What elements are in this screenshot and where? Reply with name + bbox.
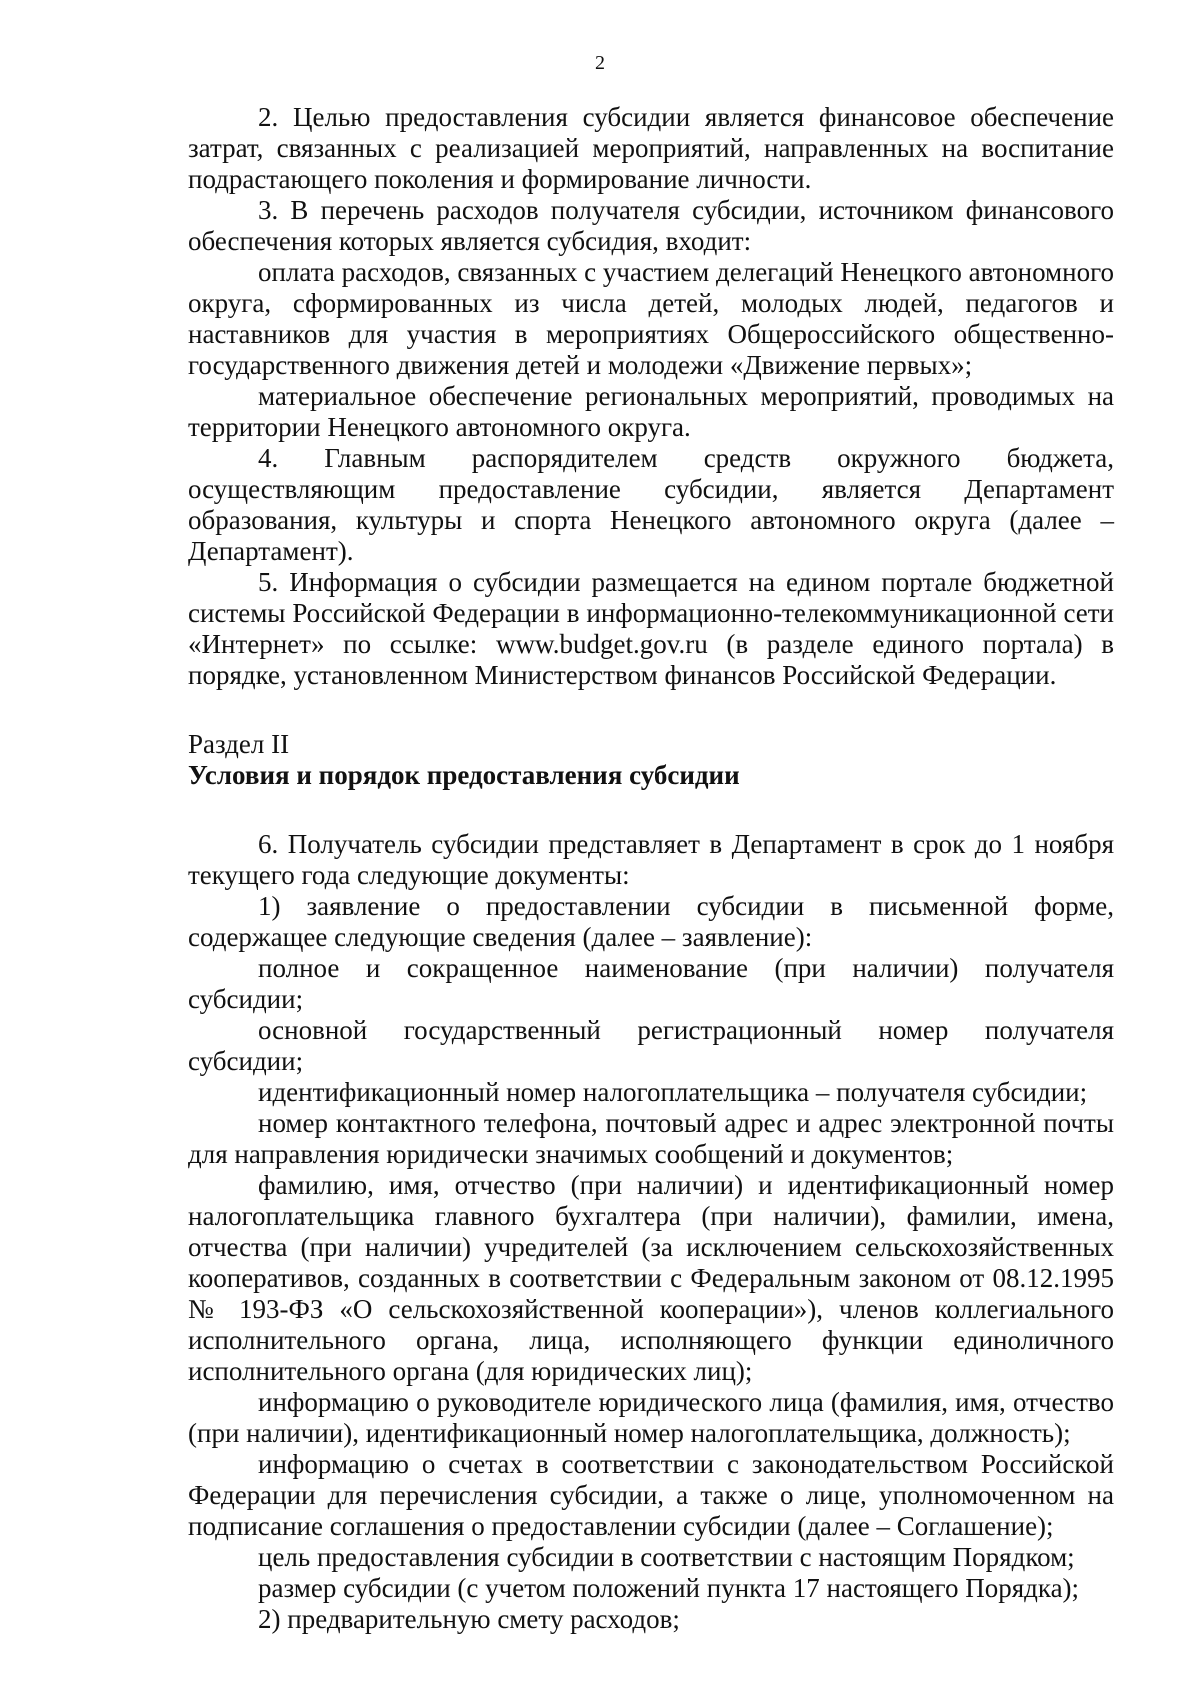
paragraph-accounts-info: информацию о счетах в соответствии с законодательством Российской Федерации для перечисления субсидии, а также о лице, уполномоченном на подписание соглашения о предоставлении субсидии (далее – Соглашение); — [188, 1449, 1114, 1541]
paragraph-item-4: 4. Главным распорядителем средств окружного бюджета, осуществляющим предоставление субсидии, является Департамент образования, культуры и спорта Ненецкого автономного округа (далее – Департамент). — [188, 443, 1114, 566]
paragraph-inn: идентификационный номер налогоплательщика – получателя субсидии; — [258, 1077, 1088, 1107]
paragraph-ogrn: основной государственный регистрационный номер получателя субсидии; — [188, 1015, 1114, 1076]
paragraph-expense-delegations: оплата расходов, связанных с участием делегаций Ненецкого автономного округа, сформированных из числа детей, молодых людей, педагогов и наставников для участия в мероприятиях Общероссийского общественно-государственного движения детей и молодежи «Движение первых»; — [188, 257, 1114, 380]
section-title: Условия и порядок предоставления субсидии — [188, 760, 740, 790]
paragraph-director-info: информацию о руководителе юридического лица (фамилия, имя, отчество (при наличии), идентификационный номер налогоплательщика, должность); — [188, 1387, 1114, 1448]
paragraph-purpose: цель предоставления субсидии в соответствии с настоящим Порядком; — [258, 1542, 1075, 1572]
paragraph-full-name: полное и сокращенное наименование (при наличии) получателя субсидии; — [188, 953, 1114, 1014]
paragraph-subitem-2: 2) предварительную смету расходов; — [258, 1604, 680, 1634]
paragraph-item-3: 3. В перечень расходов получателя субсидии, источником финансового обеспечения которых является субсидия, входит: — [188, 195, 1114, 256]
section-heading — [188, 729, 1114, 791]
paragraph-accountant-founders: фамилию, имя, отчество (при наличии) и идентификационный номер налогоплательщика главного бухгалтера (при наличии), фамилии, имена, отчества (при наличии) учредителей (за исключением сельскохозяйственных кооперативов, созданных в соответствии с Федеральным законом от 08.12.1995 № 193-ФЗ «О сельскохозяйственной кооперации»), членов коллегиального исполнительного органа, лица, исполняющего функции единоличного исполнительного органа (для юридических лиц); — [188, 1170, 1114, 1386]
paragraph-subitem-1: 1) заявление о предоставлении субсидии в письменной форме, содержащее следующие сведения (далее – заявление): — [188, 891, 1114, 952]
paragraph-expense-material: материальное обеспечение региональных мероприятий, проводимых на территории Ненецкого автономного округа. — [188, 381, 1114, 442]
paragraph-contacts: номер контактного телефона, почтовый адрес и адрес электронной почты для направления юридически значимых сообщений и документов; — [188, 1108, 1114, 1169]
section-number: Раздел II — [188, 729, 290, 759]
paragraph-item-6: 6. Получатель субсидии представляет в Департамент в срок до 1 ноября текущего года следующие документы: — [188, 829, 1114, 890]
page-number: 2 — [595, 52, 605, 74]
paragraph-item-5: 5. Информация о субсидии размещается на едином портале бюджетной системы Российской Федерации в информационно-телекоммуникационной сети «Интернет» по ссылке: www.budget.gov.ru (в разделе единого портала) в порядке, установленном Министерством финансов Российской Федерации. — [188, 567, 1114, 690]
paragraph-size: размер субсидии (с учетом положений пункта 17 настоящего Порядка); — [258, 1573, 1080, 1603]
paragraph-item-2: 2. Целью предоставления субсидии является финансовое обеспечение затрат, связанных с реализацией мероприятий, направленных на воспитание подрастающего поколения и формирование личности. — [188, 102, 1114, 194]
document-body — [188, 102, 1114, 1635]
